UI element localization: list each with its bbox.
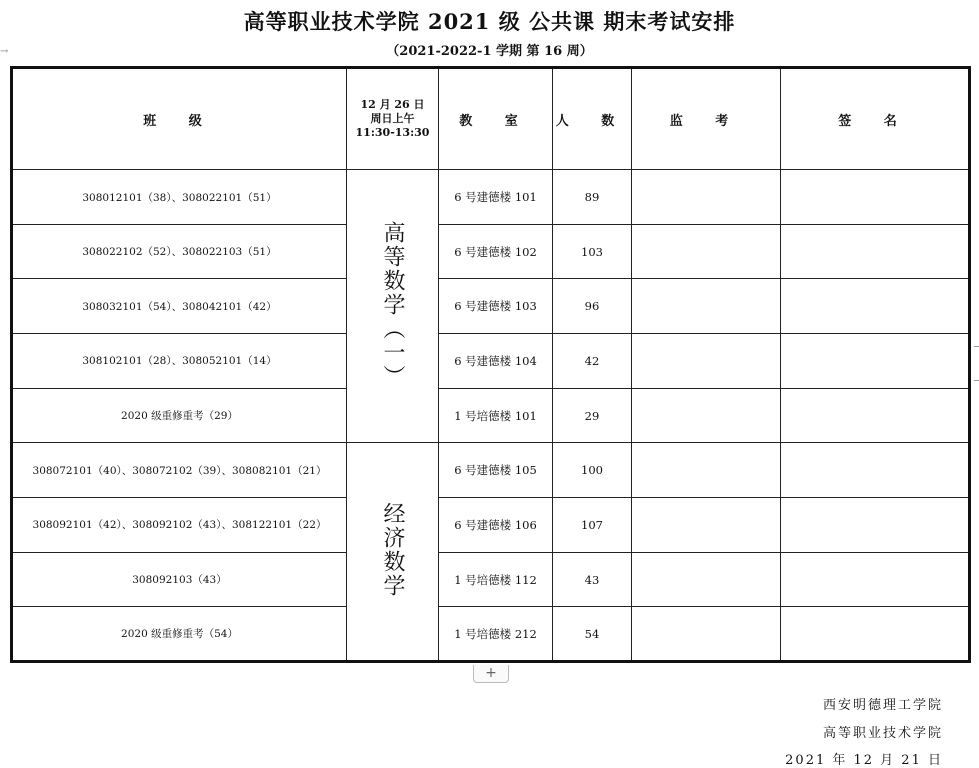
header-count: 人 数 xyxy=(553,68,632,170)
header-room: 教 室 xyxy=(439,68,553,170)
room-cell: 1 号培德楼 112 xyxy=(439,552,553,607)
table-row xyxy=(12,498,970,553)
footer-date: 2021 年 12 月 21 日 xyxy=(785,753,943,768)
count-cell: 29 xyxy=(553,388,632,443)
table-row xyxy=(12,170,970,225)
class-cell: 308072101（40）、308072102（39）、308082101（21） xyxy=(12,443,347,498)
class-cell: 308032101（54）、308042101（42） xyxy=(12,279,347,334)
table-row xyxy=(12,388,970,443)
right-margin-tick xyxy=(974,380,979,381)
right-margin-tick xyxy=(974,346,979,347)
room-cell: 1 号培德楼 212 xyxy=(439,607,553,662)
header-class: 班 级 xyxy=(12,68,347,170)
add-row-button[interactable]: + xyxy=(473,665,509,683)
proctor-cell[interactable] xyxy=(632,224,781,279)
signature-cell[interactable] xyxy=(781,170,970,225)
count-cell: 89 xyxy=(553,170,632,225)
proctor-cell[interactable] xyxy=(632,279,781,334)
subject-label: 高等数学（一） xyxy=(380,220,405,389)
header-exam-time xyxy=(347,68,439,170)
class-cell: 308092103（43） xyxy=(12,552,347,607)
header-proctor: 监 考 xyxy=(632,68,781,170)
signature-cell[interactable] xyxy=(781,552,970,607)
room-cell: 6 号建德楼 105 xyxy=(439,443,553,498)
document-title: 高等职业技术学院 2021 级 公共课 期末考试安排 xyxy=(243,9,736,34)
room-cell: 6 号建德楼 101 xyxy=(439,170,553,225)
class-cell: 2020 级重修重考（29） xyxy=(12,388,347,443)
signature-cell[interactable] xyxy=(781,607,970,662)
count-cell: 54 xyxy=(553,607,632,662)
proctor-cell[interactable] xyxy=(632,388,781,443)
table-row xyxy=(12,224,970,279)
signature-cell[interactable] xyxy=(781,224,970,279)
class-cell: 308102101（28）、308052101（14） xyxy=(12,334,347,389)
count-cell: 96 xyxy=(553,279,632,334)
proctor-cell[interactable] xyxy=(632,498,781,553)
proctor-cell[interactable] xyxy=(632,170,781,225)
class-cell: 308022102（52）、308022103（51） xyxy=(12,224,347,279)
table-row xyxy=(12,334,970,389)
room-cell: 6 号建德楼 106 xyxy=(439,498,553,553)
signature-cell[interactable] xyxy=(781,334,970,389)
footer-department: 高等职业技术学院 xyxy=(822,726,943,741)
signature-cell[interactable] xyxy=(781,498,970,553)
footer-college: 西安明德理工学院 xyxy=(822,698,943,713)
margin-arrow-icon: → xyxy=(0,46,9,57)
table-header-row xyxy=(12,68,970,170)
signature-cell[interactable] xyxy=(781,388,970,443)
room-cell: 6 号建德楼 103 xyxy=(439,279,553,334)
class-cell: 308092101（42）、308092102（43）、308122101（22） xyxy=(12,498,347,553)
exam-schedule-table xyxy=(10,66,971,663)
subject-label: 经济数学 xyxy=(380,502,405,599)
header-time-day: 周日上午 xyxy=(370,112,415,126)
room-cell: 6 号建德楼 102 xyxy=(439,224,553,279)
subject-cell-advanced-math xyxy=(347,170,439,443)
subject-cell-economic-math xyxy=(347,443,439,662)
room-cell: 1 号培德楼 101 xyxy=(439,388,553,443)
count-cell: 103 xyxy=(553,224,632,279)
class-cell: 308012101（38）、308022101（51） xyxy=(12,170,347,225)
count-cell: 43 xyxy=(553,552,632,607)
table-row xyxy=(12,552,970,607)
table-row xyxy=(12,279,970,334)
document-subtitle: （2021-2022-1 学期 第 16 周） xyxy=(386,44,593,59)
header-signature: 签 名 xyxy=(781,68,970,170)
room-cell: 6 号建德楼 104 xyxy=(439,334,553,389)
proctor-cell[interactable] xyxy=(632,552,781,607)
table-row xyxy=(12,607,970,662)
class-cell: 2020 级重修重考（54） xyxy=(12,607,347,662)
count-cell: 100 xyxy=(553,443,632,498)
count-cell: 42 xyxy=(553,334,632,389)
count-cell: 107 xyxy=(553,498,632,553)
signature-cell[interactable] xyxy=(781,279,970,334)
proctor-cell[interactable] xyxy=(632,334,781,389)
proctor-cell[interactable] xyxy=(632,443,781,498)
table-row xyxy=(12,443,970,498)
header-time-date: 12 月 26 日 xyxy=(360,98,425,112)
proctor-cell[interactable] xyxy=(632,607,781,662)
signature-cell[interactable] xyxy=(781,443,970,498)
header-time-range: 11:30-13:30 xyxy=(355,126,430,140)
